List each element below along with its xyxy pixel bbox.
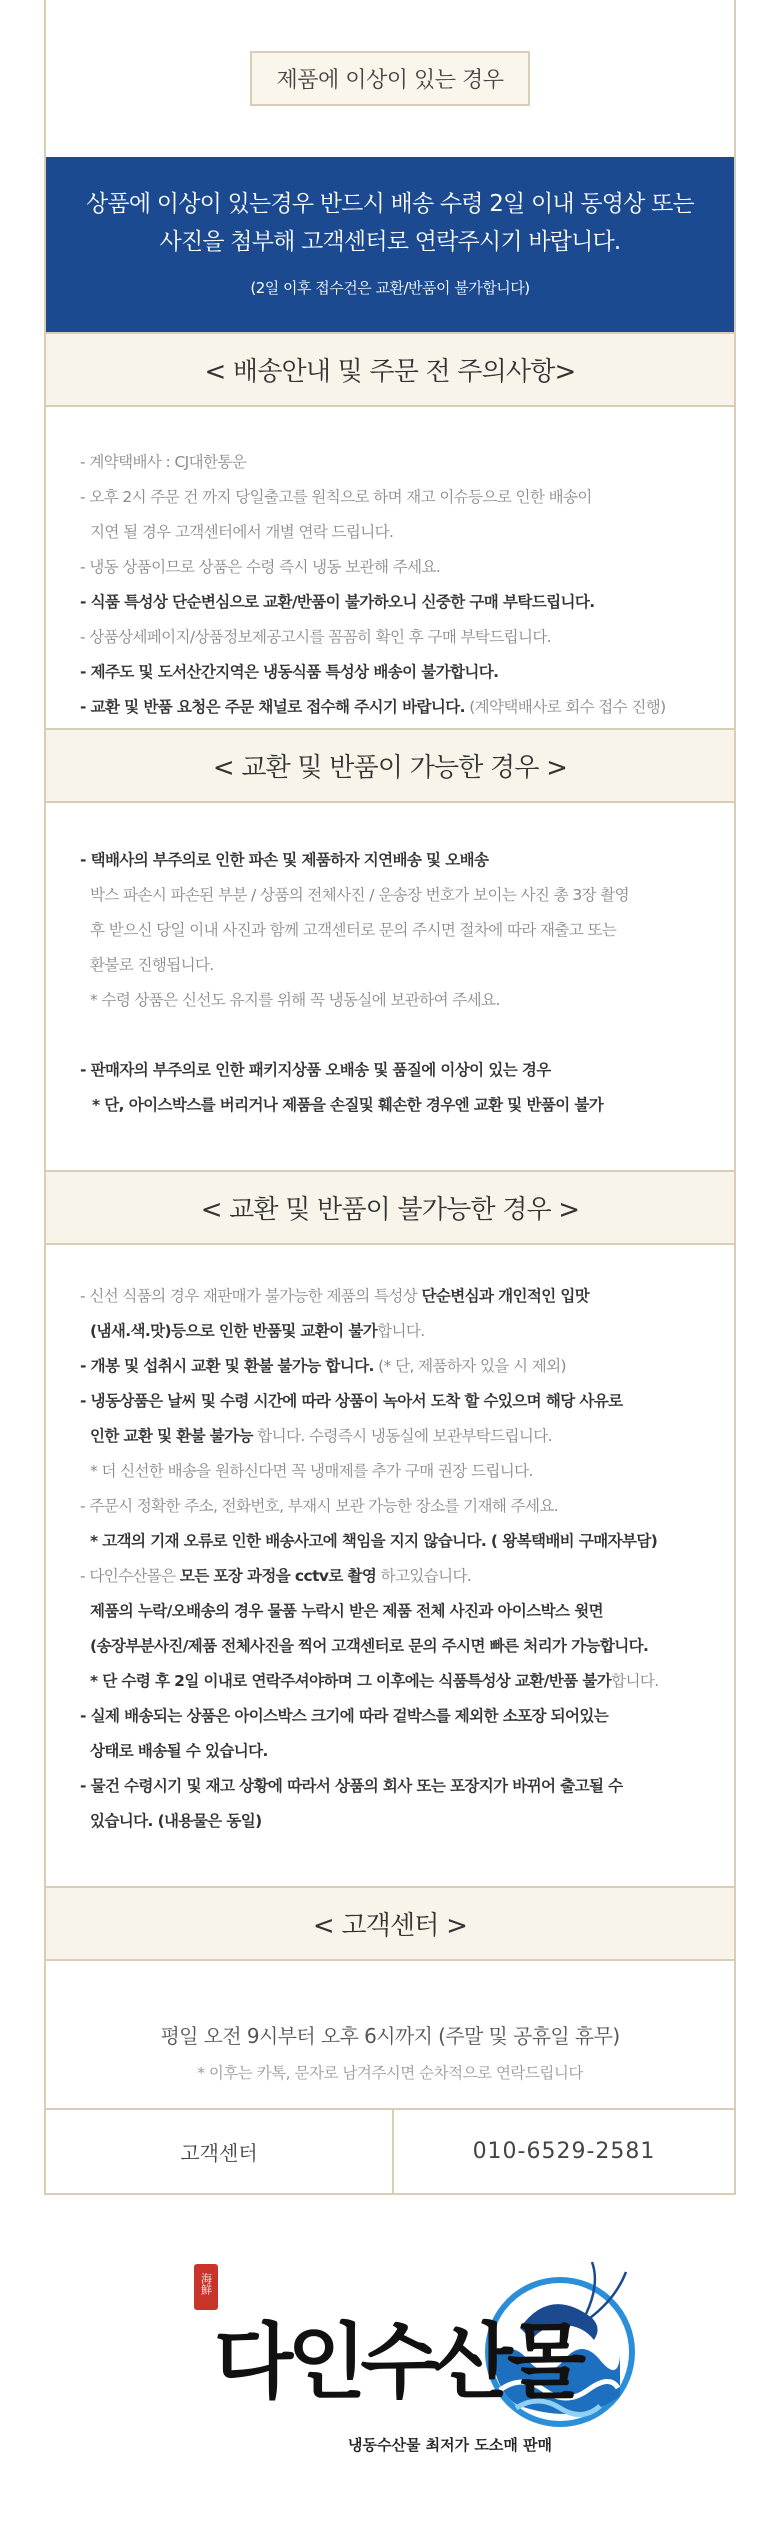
text-line: - 실제 배송되는 상품은 아이스박스 크기에 따라 겉박스를 제외한 소포장 되어있는 bbox=[80, 1707, 609, 1725]
text-line: * 더 신선한 배송을 원하신다면 꼭 냉매제를 추가 구매 권장 드립니다. bbox=[90, 1462, 533, 1480]
text-normal: 합니다. 수령즉시 냉동실에 보관부탁드립니다. bbox=[252, 1427, 552, 1445]
text-line: * 수령 상품은 신선도 유지를 위해 꼭 냉동실에 보관하여 주세요. bbox=[90, 991, 500, 1009]
text-line bbox=[80, 1664, 714, 1699]
text-line bbox=[80, 1559, 714, 1594]
text-line: 상태로 배송될 수 있습니다. bbox=[90, 1742, 268, 1760]
text-line: 환불로 진행됩니다. bbox=[90, 956, 214, 974]
text-line: - 주문시 정확한 주소, 전화번호, 부재시 보관 가능한 장소를 기재해 주세요. bbox=[80, 1497, 559, 1515]
text-normal: - 다인수산몰은 bbox=[80, 1567, 180, 1585]
text-line: - 냉동 상품이므로 상품은 수령 즉시 냉동 보관해 주세요. bbox=[80, 558, 441, 576]
text-strong: 인한 교환 및 환불 불가능 bbox=[90, 1427, 253, 1445]
customer-center-table bbox=[44, 2108, 736, 2195]
top-title-area bbox=[46, 0, 734, 157]
text-normal: - 신선 식품의 경우 재판매가 불가능한 제품의 특성상 bbox=[80, 1287, 422, 1305]
text-strong: * 단 수령 후 2일 이내로 연락주셔야하며 그 이후에는 식품특성상 교환/반품 불가 bbox=[90, 1672, 612, 1690]
section-header-customer-center: < 고객센터 > bbox=[46, 1886, 734, 1961]
text-line bbox=[80, 690, 714, 725]
text-line: 있습니다. (내용물은 동일) bbox=[90, 1812, 262, 1830]
logo-brand-name: 다인수산몰 bbox=[214, 2314, 581, 2410]
customer-center-phone[interactable]: 010-6529-2581 bbox=[472, 2139, 656, 2164]
text-strong: 모든 포장 과정을 cctv로 촬영 bbox=[179, 1567, 377, 1585]
notice-line-2: 사진을 첨부해 고객센터로 연락주시기 바랍니다. bbox=[159, 229, 621, 255]
text-line: 후 받으신 당일 이내 사진과 함께 고객센터로 문의 주시면 절차에 따라 재출고 또는 bbox=[90, 921, 617, 939]
text-line: - 택배사의 부주의로 인한 파손 및 제품하자 지연배송 및 오배송 bbox=[80, 851, 489, 869]
logo-tagline: 냉동수산물 최저가 도소매 판매 bbox=[348, 2436, 553, 2454]
text-line: (송장부분사진/제품 전체사진을 찍어 고객센터로 문의 주시면 빠른 처리가 가능합니다. bbox=[90, 1637, 649, 1655]
page-title: 제품에 이상이 있는 경우 bbox=[250, 51, 529, 106]
text-line: * 고객의 기재 오류로 인한 배송사고에 책임을 지지 않습니다. ( 왕복택배비 구매자부담) bbox=[90, 1532, 658, 1550]
section-body-shipping bbox=[46, 407, 734, 728]
text-line: - 오후 2시 주문 건 까지 당일출고를 원칙으로 하며 재고 이슈등으로 인한 배송이 bbox=[80, 488, 592, 506]
text-strong: - 개봉 및 섭취시 교환 및 환불 불가능 합니다. bbox=[80, 1357, 374, 1375]
section-header-shipping: < 배송안내 및 주문 전 주의사항> bbox=[46, 332, 734, 407]
text-line: * 단, 아이스박스를 버리거나 제품을 손질및 훼손한 경우엔 교환 및 반품이 불가 bbox=[92, 1096, 604, 1114]
text-strong: (냄새.색.맛)등으로 인한 반품및 교환이 불가 bbox=[90, 1322, 378, 1340]
business-hours: 평일 오전 9시부터 오후 6시까지 (주말 및 공휴일 휴무) bbox=[160, 2024, 620, 2048]
customer-center-label: 고객센터 bbox=[46, 2110, 394, 2193]
text-line: 지연 될 경우 고객센터에서 개별 연락 드립니다. bbox=[90, 523, 394, 541]
text-line bbox=[80, 1279, 714, 1314]
section-header-exchange-impossible: < 교환 및 반품이 불가능한 경우 > bbox=[46, 1170, 734, 1245]
text-line: - 상품상세페이지/상품정보제공고시를 꼼꼼히 확인 후 구매 부탁드립니다. bbox=[80, 628, 552, 646]
notice-banner bbox=[46, 157, 734, 332]
text-line bbox=[80, 1419, 714, 1454]
notice-line-1: 상품에 이상이 있는경우 반드시 배송 수령 2일 이내 동영상 또는 bbox=[86, 191, 694, 217]
notice-line-3: (2일 이후 접수건은 교환/반품이 불가합니다) bbox=[250, 279, 530, 297]
text-line: - 냉동상품은 날씨 및 수령 시간에 따라 상품이 녹아서 도착 할 수있으며 해당 사유로 bbox=[80, 1392, 623, 1410]
text-line: - 물건 수령시기 및 재고 상황에 따라서 상품의 회사 또는 포장지가 바뀌어 출고될 수 bbox=[80, 1777, 623, 1795]
text-line bbox=[80, 1314, 714, 1349]
section-body-exchange-impossible bbox=[46, 1245, 734, 1886]
content-frame bbox=[44, 0, 736, 2195]
text-line: - 계약택배사 : CJ대한통운 bbox=[80, 453, 247, 471]
logo-seal-text: 海鮮 bbox=[199, 2273, 213, 2295]
after-hours-note: * 이후는 카톡, 문자로 남겨주시면 순차적으로 연락드립니다 bbox=[197, 2064, 583, 2082]
text-normal: 하고있습니다. bbox=[376, 1567, 472, 1585]
text-normal: (* 단, 제품하자 있을 시 제외) bbox=[373, 1357, 566, 1375]
text-line: - 제주도 및 도서산간지역은 냉동식품 특성상 배송이 불가합니다. bbox=[80, 663, 499, 681]
text-normal: (계약택배사로 회수 접수 진행) bbox=[464, 698, 666, 716]
customer-center-info bbox=[0, 2020, 780, 2083]
text-line: 제품의 누락/오배송의 경우 물품 누락시 받은 제품 전체 사진과 아이스박스 윗면 bbox=[90, 1602, 603, 1620]
text-line: - 식품 특성상 단순변심으로 교환/반품이 불가하오니 신중한 구매 부탁드립니다. bbox=[80, 593, 595, 611]
dainsusanmall-logo bbox=[170, 2240, 650, 2480]
section-header-exchange-possible: < 교환 및 반품이 가능한 경우 > bbox=[46, 728, 734, 803]
text-normal: 합니다. bbox=[611, 1672, 659, 1690]
text-line: - 판매자의 부주의로 인한 패키지상품 오배송 및 품질에 이상이 있는 경우 bbox=[80, 1061, 551, 1079]
section-body-exchange-possible bbox=[46, 803, 734, 1170]
text-strong: 단순변심과 개인적인 입맛 bbox=[421, 1287, 590, 1305]
text-strong: - 교환 및 반품 요청은 주문 채널로 접수해 주시기 바랍니다. bbox=[80, 698, 465, 716]
text-normal: 합니다. bbox=[377, 1322, 425, 1340]
text-line bbox=[80, 1349, 714, 1384]
text-line: 박스 파손시 파손된 부분 / 상품의 전체사진 / 운송장 번호가 보이는 사진 총 3장 촬영 bbox=[90, 886, 630, 904]
spacer bbox=[80, 1018, 714, 1053]
